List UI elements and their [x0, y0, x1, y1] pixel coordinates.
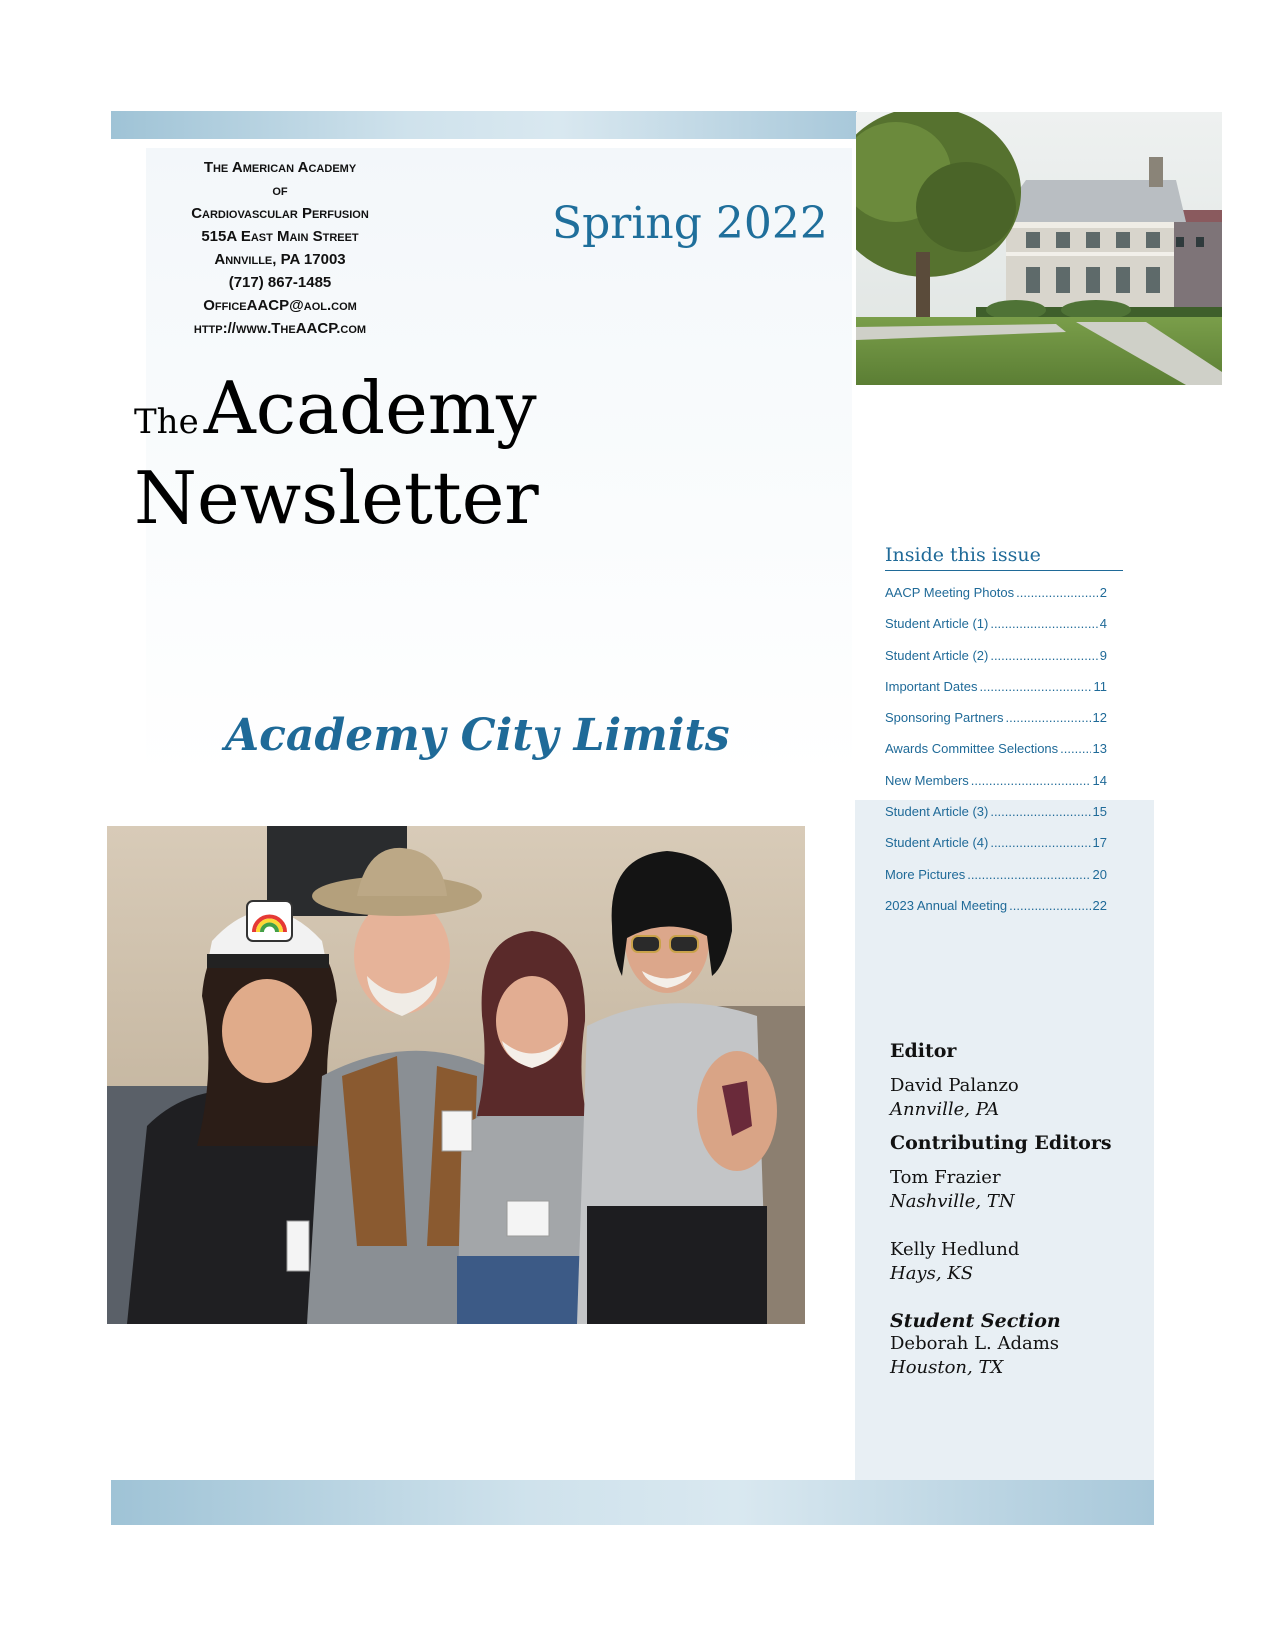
- title-newsletter: Newsletter: [134, 456, 539, 540]
- toc-leader-dots: [990, 804, 1090, 819]
- toc-item-page: 17: [1092, 835, 1107, 851]
- toc-item-label: New Members: [885, 772, 969, 788]
- toc-item[interactable]: [885, 804, 1107, 835]
- toc-item-page: 11: [1093, 678, 1107, 694]
- toc-item-page: 12: [1092, 710, 1107, 726]
- newsletter-title: [134, 366, 539, 540]
- toc-item-label: Student Article (3): [885, 804, 989, 820]
- editors-section: [890, 1040, 1130, 1380]
- editor-heading: Editor: [890, 1040, 957, 1062]
- toc-leader-dots: [1006, 710, 1091, 725]
- toc-item[interactable]: [885, 773, 1107, 804]
- building-illustration: [856, 112, 1222, 385]
- toc-item[interactable]: [885, 648, 1107, 679]
- toc-item-page: 14: [1092, 772, 1107, 788]
- contributor-location: Hays, KS: [890, 1263, 974, 1284]
- student-editor-name: Deborah L. Adams: [890, 1333, 1060, 1354]
- group-photo: [107, 826, 805, 1324]
- toc-item[interactable]: [885, 741, 1107, 772]
- contributor-location: Nashville, TN: [890, 1191, 1015, 1212]
- toc-item-label: Student Article (2): [885, 647, 989, 663]
- toc-leader-dots: [967, 867, 1090, 882]
- bottom-decorative-band: [111, 1480, 1154, 1525]
- table-of-contents: [885, 544, 1125, 929]
- toc-item-label: AACP Meeting Photos: [885, 585, 1015, 600]
- address-email: OfficeAACP@aol.com: [203, 297, 357, 314]
- toc-item-page: 22: [1092, 897, 1107, 913]
- toc-item-page: 4: [1099, 616, 1107, 632]
- toc-item-page: 9: [1099, 647, 1107, 663]
- toc-item[interactable]: [885, 679, 1107, 710]
- feature-headline: Academy City Limits: [225, 710, 730, 761]
- toc-leader-dots: [980, 679, 1092, 694]
- toc-item[interactable]: [885, 616, 1107, 647]
- contributing-editors-heading: Contributing Editors: [890, 1132, 1112, 1154]
- toc-leader-dots: [990, 616, 1097, 631]
- address-website: http://www.TheAACP.com: [193, 320, 367, 337]
- editor-location: Annville, PA: [890, 1099, 1000, 1120]
- toc-item[interactable]: [885, 710, 1107, 741]
- toc-item[interactable]: [885, 585, 1107, 616]
- toc-item-label: Student Article (1): [885, 616, 989, 632]
- student-section-heading: Student Section: [890, 1310, 1061, 1332]
- address-line: Annville, PA 17003: [214, 251, 346, 268]
- student-editor-location: Houston, TX: [890, 1357, 1004, 1378]
- toc-item-label: Sponsoring Partners: [885, 710, 1004, 726]
- toc-item-label: More Pictures: [885, 866, 966, 882]
- toc-leader-dots: [1009, 898, 1090, 913]
- editor-name: David Palanzo: [890, 1075, 1019, 1096]
- toc-leader-dots: [1060, 741, 1090, 756]
- issue-date: Spring 2022: [552, 198, 828, 249]
- toc-heading: Inside this issue: [885, 544, 1123, 571]
- toc-item-label: Awards Committee Selections: [885, 741, 1059, 757]
- address-phone: (717) 867-1485: [228, 274, 332, 291]
- toc-leader-dots: [990, 648, 1097, 663]
- toc-item-page: 15: [1092, 804, 1107, 820]
- address-line: The American Academy: [203, 159, 357, 176]
- title-the: The: [134, 402, 199, 442]
- toc-item-label: 2023 Annual Meeting: [885, 897, 1008, 913]
- toc-item-page: 13: [1092, 741, 1107, 757]
- contributor-name: Kelly Hedlund: [890, 1239, 1020, 1260]
- building-photo: [856, 112, 1222, 385]
- top-decorative-band: [111, 111, 857, 139]
- toc-item[interactable]: [885, 898, 1107, 929]
- toc-item-label: Student Article (4): [885, 835, 989, 851]
- address-line: 515A East Main Street: [201, 228, 359, 245]
- toc-item-label: Important Dates: [885, 678, 978, 694]
- group-photo-illustration: [107, 826, 805, 1324]
- toc-list: [885, 585, 1125, 929]
- toc-item-page: 20: [1092, 866, 1107, 882]
- toc-item-page: 2: [1099, 585, 1107, 600]
- address-line: of: [272, 182, 288, 199]
- address-block: [140, 156, 420, 340]
- toc-item[interactable]: [885, 867, 1107, 898]
- toc-leader-dots: [971, 773, 1091, 788]
- toc-leader-dots: [1016, 585, 1098, 600]
- toc-leader-dots: [990, 835, 1090, 850]
- title-academy: Academy: [203, 366, 537, 450]
- contributor-name: Tom Frazier: [890, 1167, 1001, 1188]
- toc-item[interactable]: [885, 835, 1107, 866]
- address-line: Cardiovascular Perfusion: [191, 205, 369, 222]
